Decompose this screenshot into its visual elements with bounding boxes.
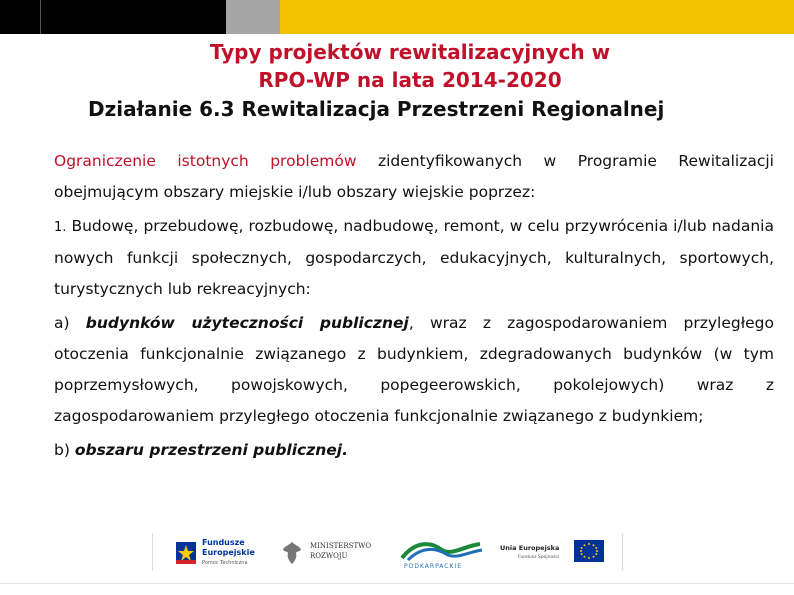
ministry-line-2: ROZWOJU	[310, 552, 348, 560]
top-bar-yellow-segment	[280, 0, 794, 34]
fe-line-1: Fundusze	[202, 538, 245, 547]
slide-title	[40, 38, 780, 123]
top-bar-divider	[40, 0, 41, 34]
unia-europejska-logo	[500, 538, 608, 572]
eu-flag-icon	[574, 540, 604, 562]
logo-divider-left	[152, 533, 153, 571]
top-bar-black-segment	[0, 0, 226, 34]
top-color-bar	[0, 0, 794, 34]
slide-subtitle: Działanie 6.3 Rewitalizacja Przestrzeni Regionalnej	[88, 97, 665, 121]
ministry-line-1: MINISTERSTWO	[310, 542, 372, 550]
fe-star-icon	[174, 538, 198, 568]
title-line-1: Typy projektów rewitalizacyjnych w	[209, 40, 611, 64]
intro-text: zidentyfikowanych w Programie Rewitalizacji obejmującym obszary miejskie i/lub obszary wiejskie poprzez:	[54, 152, 774, 201]
intro-paragraph	[54, 146, 774, 208]
item-1-paragraph	[54, 211, 774, 305]
fe-line-2: Europejskie	[202, 548, 255, 557]
item-a-paragraph	[54, 308, 774, 432]
fe-line-3: Pomoc Techniczna	[202, 560, 248, 566]
title-line-2: RPO-WP na lata 2014-2020	[258, 68, 562, 92]
item-b-emphasis: obszaru przestrzeni publicznej.	[74, 441, 348, 459]
fundusze-europejskie-logo	[174, 536, 274, 572]
podkarpackie-wave-icon	[398, 536, 484, 562]
eu-line-2: Fundusz Spójności	[518, 555, 560, 560]
podkarpackie-label: PODKARPACKIE	[404, 563, 462, 570]
footer-rule	[0, 583, 794, 584]
slide-body	[54, 146, 774, 469]
intro-highlight: Ograniczenie istotnych problemów	[54, 152, 357, 170]
item-b-prefix: b)	[54, 441, 75, 459]
item-1-text: Budowę, przebudowę, rozbudowę, nadbudowę, remont, w celu przywrócenia i/lub nadania nowych funkcji społecznych, gospodarczych, edukacyjnych, kulturalnych, sportowych, turystycznych lub rekreacyjnych:	[54, 217, 774, 298]
item-a-prefix: a)	[54, 314, 86, 332]
item-a-emphasis: budynków użyteczności publicznej	[85, 314, 409, 332]
eu-line-1: Unia Europejska	[500, 544, 560, 552]
top-bar-gray-segment	[226, 0, 280, 34]
item-1-number: 1.	[54, 220, 67, 235]
item-a-text: , wraz z zagospodarowaniem przyległego otoczenia funkcjonalnie związanego z budynkiem, zdegradowanych budynków (w tym poprzemysłowych, powojskowych, popegeerowskich, pokolejowych) wraz z zagospodarowaniem przyległego otoczenia funkcjonalnie związanego z budynkiem;	[54, 314, 774, 425]
ministerstwo-rozwoju-logo	[282, 536, 382, 572]
item-b-paragraph	[54, 435, 774, 466]
podkarpackie-logo	[398, 534, 484, 574]
logo-divider-right	[622, 533, 623, 571]
eagle-emblem-icon	[282, 540, 302, 566]
